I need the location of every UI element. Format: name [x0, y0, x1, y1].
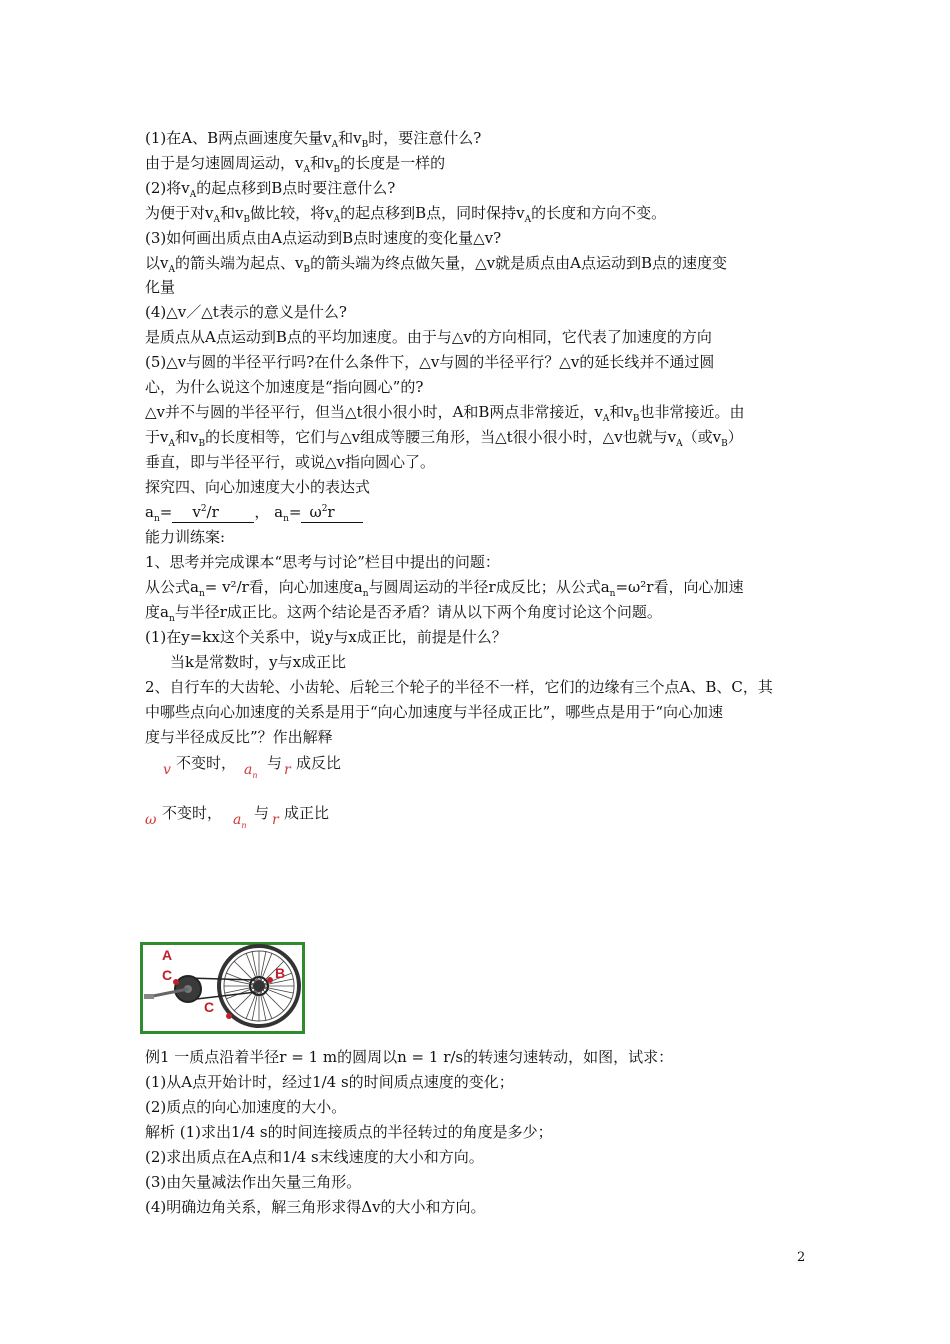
subscript: B — [721, 439, 728, 449]
square-superscript: 2 — [321, 504, 328, 514]
text-line: 从公式$a_n= v^2/r$看，向心加速度$a_n$与圆周运动的半径r成反比；从公式$a_n=\omega^2r$看，向心加速 — [145, 578, 744, 599]
text-line: (3)由矢量减法作出矢量三角形。 — [145, 1173, 362, 1191]
subscript: B — [303, 265, 311, 275]
text-line: (1)从A点开始计时，经过1/4 s的时间质点速度的变化； — [145, 1073, 514, 1091]
text-line: △v并不与圆的半径平行，但当△t很小很小时，A和B两点非常接近，$v_A$和$v_B$也非常接近。由 — [145, 403, 745, 424]
text-line: 1、思考并完成课本“思考与讨论”栏目中提出的问题： — [145, 553, 500, 571]
subscript: A — [331, 140, 339, 150]
text-line: (5)△v与圆的半径平行吗?在什么条件下，△v与圆的半径平行？△v的延长线并不通过圆 — [145, 353, 715, 371]
subscript: A — [602, 414, 610, 424]
text-line: 当k是常数时，y与x成正比 — [170, 653, 347, 671]
subscript: A — [213, 215, 220, 225]
text-line: 解析 (1)求出1/4 s的时间连接质点的半径转过的角度是多少； — [145, 1123, 553, 1141]
relation-text: 成正比 — [284, 804, 330, 822]
subscript: B — [333, 165, 341, 175]
point-b — [267, 977, 273, 983]
square-superscript: 2 — [200, 504, 207, 514]
subscript: B — [243, 215, 251, 225]
relation-text: 不变时， — [162, 804, 223, 822]
text-line: 垂直，即与半径平行，或说△v指向圆心了。 — [145, 453, 436, 471]
subscript: B — [361, 140, 369, 150]
text-line: 中哪些点向心加速度的关系是用于“向心加速度与半径成正比”，哪些点是用于“向心加速 — [145, 703, 724, 721]
text-line: (2)求出质点在A点和1/4 s末线速度的大小和方向。 — [145, 1148, 484, 1166]
text-line: 化量 — [145, 278, 176, 296]
relation-text: 成反比 — [296, 754, 342, 772]
pedal — [144, 994, 154, 999]
page-number: 2 — [797, 1250, 806, 1265]
an-symbol: a — [274, 503, 284, 521]
label-c-top: C — [162, 967, 173, 983]
subscript: A — [676, 439, 683, 449]
text-line: 探究四、向心加速度大小的表达式 — [145, 478, 371, 496]
separator: ， — [254, 503, 270, 521]
subscript: A — [333, 215, 341, 225]
text-line: 度$a_n$与半径r成正比。这两个结论是否矛盾？请从以下两个角度讨论这个问题。 — [145, 603, 662, 624]
an-subscript: n — [153, 514, 160, 524]
an-symbol: a — [145, 503, 154, 521]
text-line: (4)明确边角关系，解三角形求得Δv的大小和方向。 — [145, 1198, 486, 1216]
formula-blank-2 — [301, 502, 363, 523]
subscript: B — [632, 414, 640, 424]
an-subscript: n — [241, 820, 247, 830]
r-symbol: r — [327, 503, 335, 521]
label-a: A — [162, 947, 173, 963]
an-symbol — [233, 812, 247, 828]
label-b: B — [275, 965, 286, 981]
subscript: A — [189, 190, 197, 200]
relation-text: 与 — [254, 804, 270, 822]
point-c-wheel — [226, 1013, 232, 1019]
text-line: 为便于对$v_A$和$v_B$做比较，将$v_A$的起点移到B点，同时保持$v_A$的长度和方向不变。 — [145, 204, 667, 225]
subscript: A — [168, 265, 175, 275]
equals-sign: = — [288, 503, 302, 521]
omega-symbol: ω — [309, 503, 322, 521]
relation-omega-constant — [145, 800, 405, 834]
subscript: B — [198, 439, 206, 449]
text-line: 由于是匀速圆周运动，$v_A$和$v_B$的长度是一样的 — [145, 154, 446, 175]
rear-hub — [253, 980, 265, 992]
over-r: /r — [206, 503, 219, 521]
subscript: A — [168, 439, 175, 449]
label-c-bottom: C — [204, 999, 215, 1015]
text-line: 能力训练案: — [145, 528, 226, 546]
formula-blank-1 — [172, 502, 254, 523]
text-line: (3)如何画出质点由A点运动到B点时速度的变化量△v? — [145, 229, 502, 247]
equals-sign: = — [159, 503, 173, 521]
an-letter: a — [233, 812, 242, 828]
text-line: 2、自行车的大齿轮、小齿轮、后轮三个轮子的半径不一样，它们的边缘有三个点A、B、C，其 — [145, 678, 773, 696]
bicycle-figure — [140, 942, 305, 1034]
text-line: 是质点从A点运动到B点的平均加速度。由于与△v的方向相同，它代表了加速度的方向 — [145, 328, 712, 346]
text-line: 于$v_A$和$v_B$的长度相等，它们与△v组成等腰三角形，当△t很小很小时，△v也就与$v_A$（或$v_B$） — [145, 428, 743, 449]
subscript: A — [524, 215, 532, 225]
text-line: 心，为什么说这个加速度是“指向圆心”的? — [145, 378, 424, 396]
text-line: 例1 一质点沿着半径r = 1 m的圆周以n = 1 r/s的转速匀速转动，如图，试求： — [145, 1048, 674, 1066]
relation-text: 不变时， — [176, 754, 237, 772]
bicycle-drawing — [140, 942, 305, 1034]
text-line: (2)质点的向心加速度的大小。 — [145, 1098, 347, 1116]
subscript: n — [609, 589, 616, 599]
subscript: A — [303, 165, 310, 175]
text-line: (1)在y=kx这个关系中，说y与x成正比，前提是什么？ — [145, 628, 507, 646]
text-line: 以$v_A$的箭头端为起点、$v_B$的箭头端为终点做矢量，△v就是质点由A点运动到B点的速度变 — [145, 254, 727, 275]
subscript: n — [198, 589, 205, 599]
an-symbol — [244, 762, 258, 778]
text-line: 度与半径成反比”？作出解释 — [145, 728, 333, 746]
an-subscript: n — [283, 514, 289, 524]
text-line: (2)将$v_A$的起点移到B点时要注意什么? — [145, 179, 396, 200]
formula-line — [145, 502, 363, 523]
text-line: (4)△v／△t表示的意义是什么? — [145, 303, 347, 321]
relation-text: 与 — [267, 754, 283, 772]
r-symbol: r — [272, 812, 279, 828]
subscript: n — [362, 589, 369, 599]
an-letter: a — [244, 762, 253, 778]
an-subscript: n — [252, 770, 258, 780]
relation-v-constant — [160, 750, 410, 784]
omega-symbol: ω — [145, 812, 157, 828]
v-symbol: v — [163, 762, 171, 778]
subscript: n — [168, 614, 175, 624]
text-line: (1)在A、B两点画速度矢量$v_A$和$v_B$时，要注意什么? — [145, 129, 482, 150]
point-a-sprocket — [173, 979, 179, 985]
r-symbol: r — [284, 762, 291, 778]
v-symbol: v — [192, 503, 201, 521]
